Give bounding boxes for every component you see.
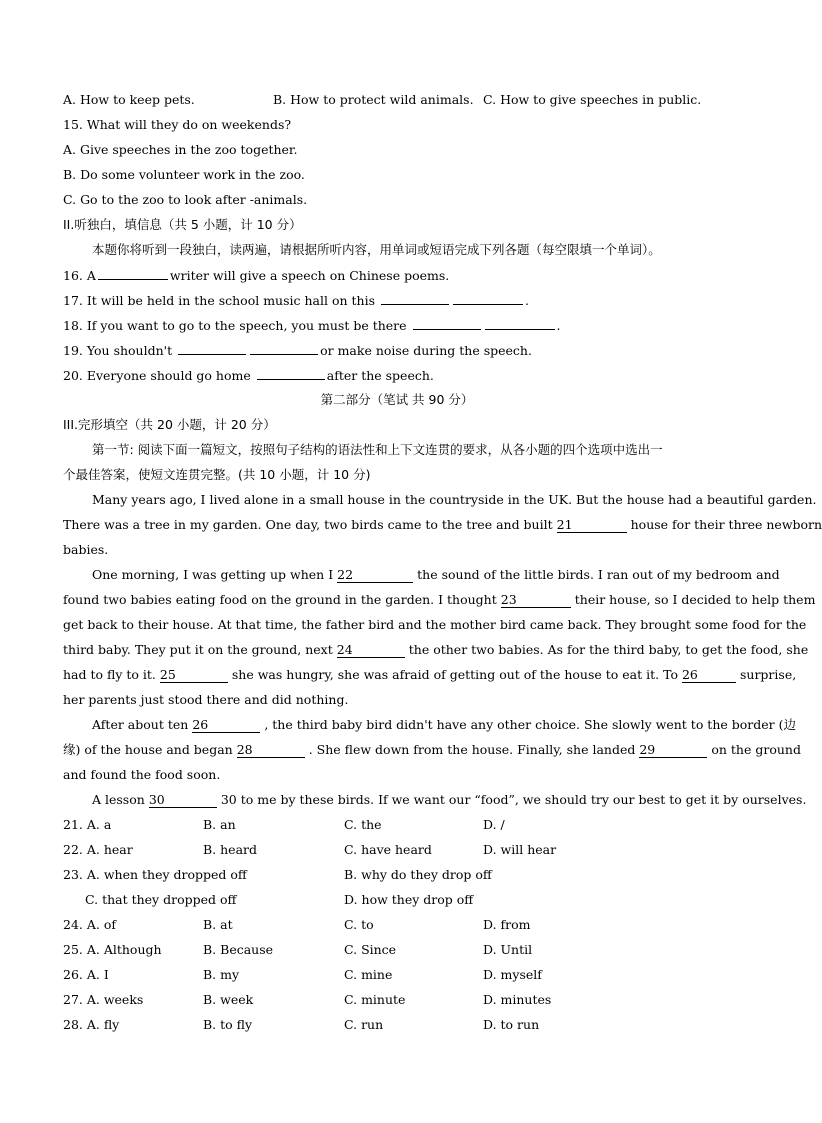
option-27-b[interactable]: B. week — [203, 992, 254, 1007]
q15-option-c: C. Go to the zoo to look after -animals. — [63, 192, 308, 207]
q16 — [63, 267, 731, 284]
section-ii-heading: II.听独白，填信息（共 5 小题，计 10 分） — [63, 217, 302, 232]
passage-p1-line2: There was a tree in my garden. One day, two birds came to the tree and built 21 house for their three newborn — [63, 517, 822, 532]
passage-p2-line6: her parents just stood there and did nothing. — [63, 692, 349, 707]
option-26-d[interactable]: D. myself — [483, 967, 542, 982]
q17 — [63, 292, 731, 309]
q19-text-a: 19. You shouldn't — [63, 343, 173, 358]
option-24-b[interactable]: B. at — [203, 917, 233, 932]
option-23-c[interactable]: C. that they dropped off — [85, 892, 237, 907]
passage-p4-line1: A lesson 30 30 to me by these birds. If we want our “food”, we should try our best to get it by ourselves. — [92, 792, 807, 807]
passage-p2-line3: get back to their house. At that time, the father bird and the mother bird came back. They brought some food for the — [63, 617, 807, 632]
passage-p3-line2: 缘) of the house and began 28 . She flew down from the house. Finally, she landed 29 on the ground — [63, 742, 801, 757]
option-25-b[interactable]: B. Because — [203, 942, 274, 957]
gap-25[interactable]: 25 — [160, 668, 228, 683]
q17-blank-1[interactable] — [381, 292, 449, 305]
q17-text: 17. It will be held in the school music hall on this — [63, 293, 375, 308]
q18-blank-2[interactable] — [485, 317, 555, 330]
q19-blank-1[interactable] — [178, 342, 246, 355]
q18 — [63, 317, 731, 334]
section-iii-instruction-2: 个最佳答案，使短文连贯完整。(共 10 小题，计 10 分) — [63, 467, 371, 482]
q15-option-a: A. Give speeches in the zoo together. — [63, 142, 298, 157]
option-21-c[interactable]: C. the — [344, 817, 382, 832]
passage-p1-line3: babies. — [63, 542, 109, 557]
q19-blank-2[interactable] — [250, 342, 318, 355]
passage-p3-line1: After about ten 26 , the third baby bird didn't have any other choice. She slowly went to the border (边 — [92, 717, 796, 732]
option-24-c[interactable]: C. to — [344, 917, 374, 932]
q17-blank-2[interactable] — [453, 292, 523, 305]
q16-blank[interactable] — [98, 267, 168, 280]
option-21-a[interactable]: 21. A. a — [63, 817, 112, 832]
option-22-a[interactable]: 22. A. hear — [63, 842, 133, 857]
gap-22[interactable]: 22 — [337, 568, 413, 583]
option-24-d[interactable]: D. from — [483, 917, 531, 932]
passage-p2-line4: third baby. They put it on the ground, next 24 the other two babies. As for the third baby, to get the food, she — [63, 642, 809, 657]
section-iii-instruction-1: 第一节: 阅读下面一篇短文，按照句子结构的语法性和上下文连贯的要求，从各小题的四个选项中选出一 — [92, 442, 663, 457]
option-22-b[interactable]: B. heard — [203, 842, 258, 857]
option-24-a[interactable]: 24. A. of — [63, 917, 116, 932]
q17-end: . — [524, 293, 529, 308]
option-22-d[interactable]: D. will hear — [483, 842, 557, 857]
passage-p1-line1: Many years ago, I lived alone in a small house in the countryside in the UK. But the house had a beautiful garden. — [92, 492, 817, 507]
q19 — [63, 342, 731, 359]
gap-24[interactable]: 24 — [337, 643, 405, 658]
q20-text-a: 20. Everyone should go home — [63, 368, 251, 383]
q19-text-b: or make noise during the speech. — [320, 343, 532, 358]
q15-stem: 15. What will they do on weekends? — [63, 117, 292, 132]
q14-option-a: A. How to keep pets. — [63, 92, 195, 107]
gap-21[interactable]: 21 — [557, 518, 627, 533]
gap-30[interactable]: 30 — [149, 793, 217, 808]
q18-text: 18. If you want to go to the speech, you must be there — [63, 318, 407, 333]
option-28-a[interactable]: 28. A. fly — [63, 1017, 120, 1032]
passage-p3-line3: and found the food soon. — [63, 767, 221, 782]
option-27-c[interactable]: C. minute — [344, 992, 406, 1007]
option-28-d[interactable]: D. to run — [483, 1017, 540, 1032]
gap-23[interactable]: 23 — [501, 593, 571, 608]
option-25-d[interactable]: D. Until — [483, 942, 533, 957]
option-28-c[interactable]: C. run — [344, 1017, 384, 1032]
option-23-a[interactable]: 23. A. when they dropped off — [63, 867, 247, 882]
gap-29[interactable]: 29 — [639, 743, 707, 758]
option-26-a[interactable]: 26. A. I — [63, 967, 109, 982]
section-ii-instruction: 本题你将听到一段独白，读两遍，请根据所听内容，用单词或短语完成下列各题（每空限填一个单词）。 — [92, 242, 661, 257]
passage-p2-line5: had to fly to it. 25 she was hungry, she was afraid of getting out of the house to eat it. To 26 surprise, — [63, 667, 797, 682]
option-23-d[interactable]: D. how they drop off — [344, 892, 474, 907]
option-22-c[interactable]: C. have heard — [344, 842, 432, 857]
option-28-b[interactable]: B. to fly — [203, 1017, 253, 1032]
option-27-a[interactable]: 27. A. weeks — [63, 992, 144, 1007]
part2-title: 第二部分（笔试 共 90 分） — [320, 392, 474, 407]
passage-p2-line2: found two babies eating food on the ground in the garden. I thought 23 their house, so I decided to help them — [63, 592, 816, 607]
q16-text-a: 16. A — [63, 268, 96, 283]
q14-option-b: B. How to protect wild animals. — [273, 92, 474, 107]
gap-26b[interactable]: 26 — [192, 718, 260, 733]
option-21-d[interactable]: D. / — [483, 817, 505, 832]
option-23-b[interactable]: B. why do they drop off — [344, 867, 492, 882]
option-26-c[interactable]: C. mine — [344, 967, 393, 982]
passage-p2-line1: One morning, I was getting up when I 22 the sound of the little birds. I ran out of my bedroom and — [92, 567, 780, 582]
gap-28[interactable]: 28 — [237, 743, 305, 758]
q15-option-b: B. Do some volunteer work in the zoo. — [63, 167, 305, 182]
option-21-b[interactable]: B. an — [203, 817, 236, 832]
option-25-a[interactable]: 25. A. Although — [63, 942, 162, 957]
q14-option-c: C. How to give speeches in public. — [483, 92, 702, 107]
q20-text-b: after the speech. — [326, 368, 434, 383]
option-26-b[interactable]: B. my — [203, 967, 240, 982]
q16-text-b: writer will give a speech on Chinese poems. — [169, 268, 450, 283]
q20 — [63, 367, 731, 384]
q18-end: . — [556, 318, 561, 333]
section-iii-heading: III.完形填空（共 20 小题，计 20 分） — [63, 417, 276, 432]
option-27-d[interactable]: D. minutes — [483, 992, 552, 1007]
option-25-c[interactable]: C. Since — [344, 942, 397, 957]
gap-26[interactable]: 26 — [682, 668, 736, 683]
q20-blank[interactable] — [257, 367, 325, 380]
q18-blank-1[interactable] — [413, 317, 481, 330]
